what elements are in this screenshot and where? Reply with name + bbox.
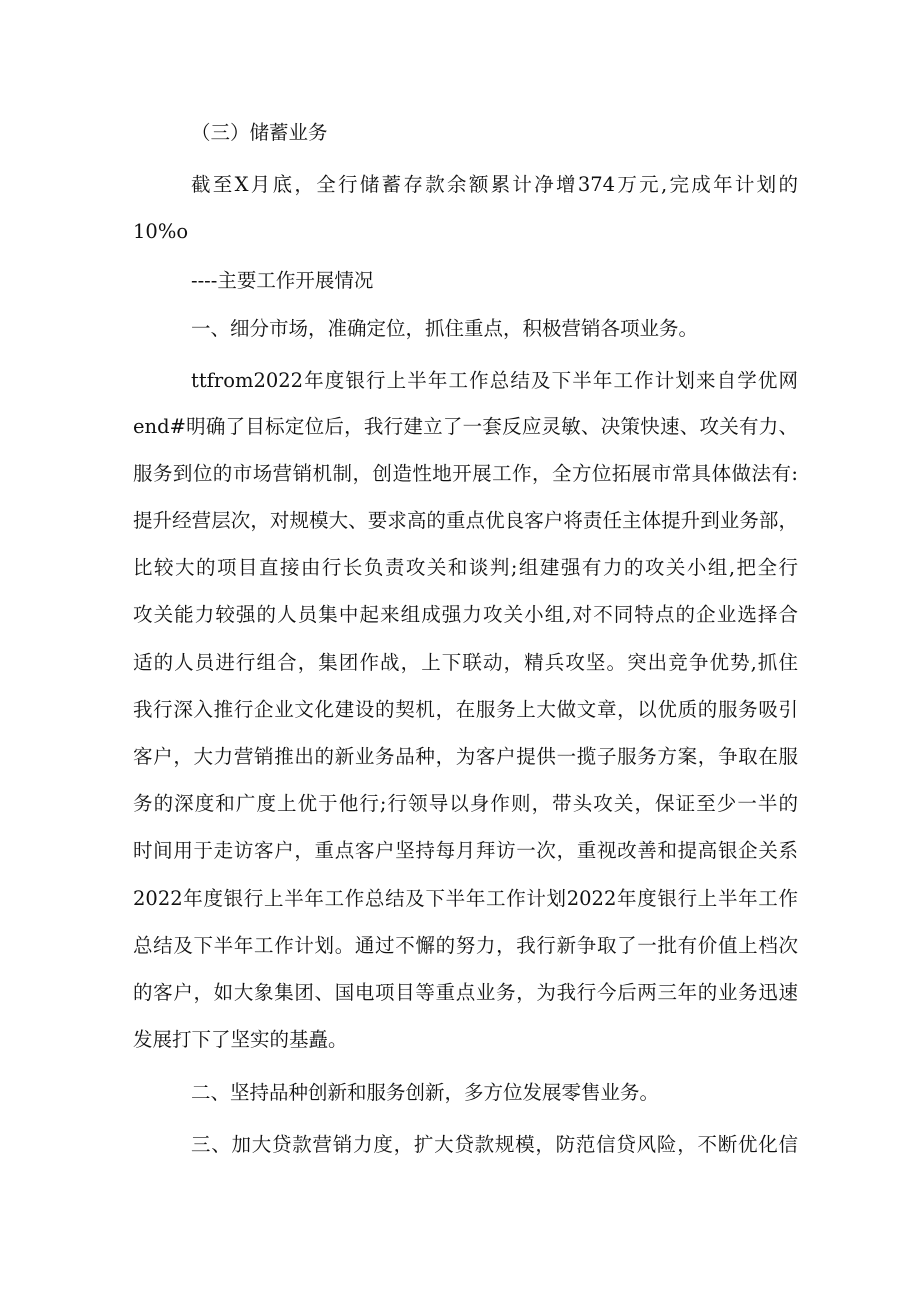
text-line: 发展打下了坚实的基矗。 bbox=[133, 1028, 348, 1051]
text-line: 适的人员进行组合，集团作战，上下联动，精兵攻坚。突出竞争优势,抓住 bbox=[133, 651, 798, 674]
text-line: 的客户，如大象集团、国电项目等重点业务，为我行今后两三年的业务迅速 bbox=[133, 981, 798, 1004]
section-heading-savings: （三）储蓄业务 bbox=[191, 121, 328, 144]
section-heading-1: 一、细分市场，准确定位，抓住重点，积极营销各项业务。 bbox=[191, 317, 699, 340]
text-line: ttfrom2022年度银行上半年工作总结及下半年工作计划来自学优网 bbox=[191, 369, 798, 392]
section-heading-3: 三、加大贷款营销力度，扩大贷款规模，防范信贷风险，不断优化信 bbox=[191, 1133, 798, 1156]
text-line: 客户，大力营销推出的新业务品种，为客户提供一揽子服务方案，争取在服 bbox=[133, 745, 798, 768]
section-heading-2: 二、坚持品种创新和服务创新，多方位发展零售业务。 bbox=[191, 1081, 660, 1104]
text-line: 总结及下半年工作计划。通过不懈的努力，我行新争取了一批有价值上档次 bbox=[133, 934, 798, 957]
text-line: 我行深入推行企业文化建设的契机，在服务上大做文章，以优质的服务吸引 bbox=[133, 698, 798, 721]
text-line: 10%o bbox=[133, 220, 189, 243]
text-line: 2022年度银行上半年工作总结及下半年工作计划2022年度银行上半年工作 bbox=[133, 887, 798, 910]
text-line: 提升经营层次，对规模大、要求高的重点优良客户将责任主体提升到业务部， bbox=[133, 509, 798, 532]
text-line: 比较大的项目直接由行长负责攻关和谈判;组建强有力的攻关小组,把全行 bbox=[133, 556, 798, 579]
text-line: 务的深度和广度上优于他行;行领导以身作则，带头攻关，保证至少一半的 bbox=[133, 792, 798, 815]
text-line: 服务到位的市场营销机制，创造性地开展工作，全方位拓展市常具体做法有: bbox=[133, 462, 798, 485]
section-heading-work-overview: ----主要工作开展情况 bbox=[191, 269, 374, 292]
text-line: 攻关能力较强的人员集中起来组成强力攻关小组,对不同特点的企业选择合 bbox=[133, 603, 798, 626]
text-line: 时间用于走访客户，重点客户坚持每月拜访一次，重视改善和提高银企关系 bbox=[133, 839, 798, 862]
text-line: end#明确了目标定位后，我行建立了一套反应灵敏、决策快速、攻关有力、 bbox=[133, 415, 798, 438]
text-line: 截至X月底，全行储蓄存款余额累计净增374万元,完成年计划的 bbox=[191, 173, 798, 196]
